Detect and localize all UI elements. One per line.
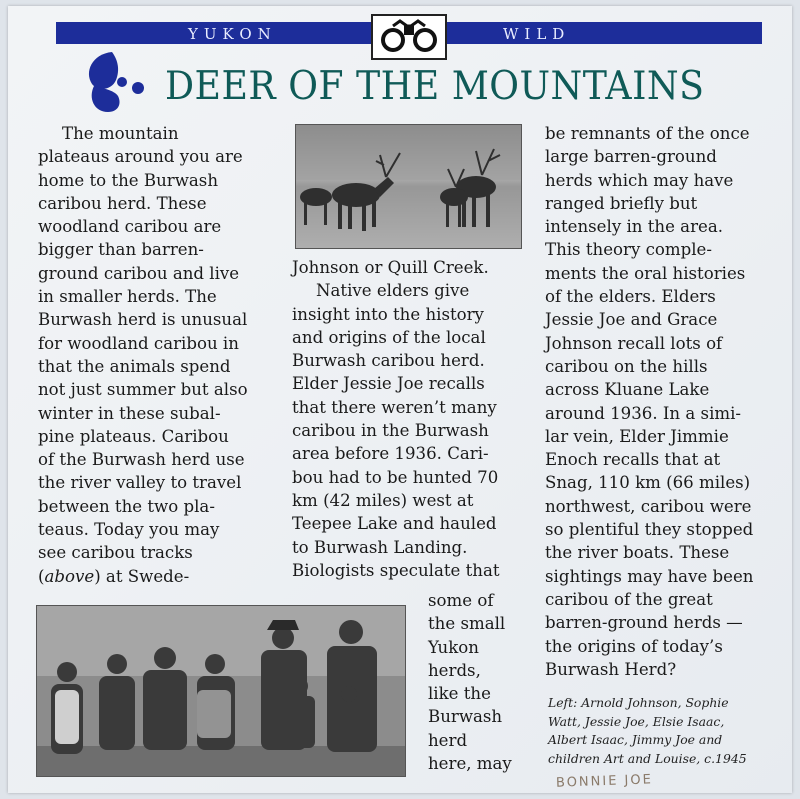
- text-line: of the elders. Elders: [545, 287, 716, 307]
- text-line: caribou on the hills: [545, 356, 708, 376]
- text-line: for woodland caribou in: [38, 333, 239, 353]
- text-line: Jessie Joe and Grace: [545, 310, 718, 330]
- text-column-1: [38, 122, 248, 588]
- text-line: winter in these subal-: [38, 403, 221, 423]
- text-line: intensely in the area.: [545, 217, 723, 237]
- caribou-photo: [295, 124, 522, 249]
- text-line: ground caribou and live: [38, 263, 240, 283]
- text-line: plateaus around you are: [38, 147, 243, 167]
- text-line: Yukon: [428, 637, 479, 657]
- text-line: area before 1936. Cari-: [292, 444, 489, 464]
- text-line: across Kluane Lake: [545, 380, 710, 400]
- text-line: caribou in the Burwash: [292, 421, 489, 441]
- text-line: like the: [428, 684, 491, 704]
- text-line: not just summer but also: [38, 380, 248, 400]
- text-line: This theory comple-: [545, 240, 712, 260]
- text-line: the river valley to travel: [38, 473, 242, 493]
- hoof-print-logo: [78, 46, 160, 120]
- text-line: Teepee Lake and hauled: [292, 514, 497, 534]
- text-line: in smaller herds. The: [38, 287, 217, 307]
- text-line: herds which may have: [545, 170, 734, 190]
- header-word-wild: WILD: [503, 25, 571, 43]
- elders-group-photo: [36, 605, 406, 777]
- text-line: around 1936. In a simi-: [545, 403, 742, 423]
- text-line: Enoch recalls that at: [545, 450, 721, 470]
- line-tail: ) at Swede-: [94, 566, 190, 586]
- text-column-2-narrow: [428, 589, 512, 775]
- text-line: and origins of the local: [292, 327, 486, 347]
- text-line: be remnants of the once: [545, 124, 750, 143]
- text-line-last: [38, 565, 248, 588]
- text-line: teaus. Today you may: [38, 520, 220, 540]
- text-line: woodland caribou are: [38, 217, 222, 237]
- page-title: DEER OF THE MOUNTAINS: [165, 64, 705, 109]
- text-line: the river boats. These: [545, 543, 730, 563]
- text-line: home to the Burwash: [38, 170, 219, 190]
- caption-line: Watt, Jessie Joe, Elsie Isaac,: [548, 713, 725, 729]
- text-line: some of: [428, 591, 494, 610]
- text-line: the small: [428, 614, 506, 634]
- text-line: the origins of today’s: [545, 636, 723, 656]
- interpretive-sign: [8, 6, 792, 793]
- text-line: between the two pla-: [38, 496, 215, 516]
- text-line: Burwash caribou herd.: [292, 351, 485, 371]
- caption-line: Albert Isaac, Jimmy Joe and: [548, 732, 723, 747]
- text-line: The mountain: [62, 124, 179, 143]
- text-line: here, may: [428, 754, 512, 774]
- text-line: Snag, 110 km (66 miles): [545, 473, 751, 493]
- text-line: Johnson or Quill Creek.: [292, 258, 489, 277]
- text-line: bou had to be hunted 70: [292, 467, 499, 487]
- text-line: large barren-ground: [545, 147, 717, 167]
- text-column-2: [292, 256, 500, 582]
- text-line: km (42 miles) west at: [292, 490, 474, 510]
- text-line: caribou herd. These: [38, 193, 207, 213]
- text-line: see caribou tracks: [38, 543, 193, 563]
- text-line: herds,: [428, 660, 481, 680]
- text-line: of the Burwash herd use: [38, 450, 245, 470]
- handwritten-signature: BONNIE JOE: [555, 772, 654, 791]
- text-line: Johnson recall lots of: [545, 333, 723, 353]
- text-line: pine plateaus. Caribou: [38, 426, 229, 446]
- binoculars-icon: [371, 14, 447, 60]
- text-line: Native elders give: [316, 281, 470, 301]
- header-word-yukon: YUKON: [188, 25, 277, 43]
- text-line: sightings may have been: [545, 566, 754, 586]
- text-line: northwest, caribou were: [545, 496, 752, 516]
- caption-line: Left: Arnold Johnson, Sophie: [548, 695, 729, 710]
- text-line: barren-ground herds —: [545, 613, 743, 633]
- text-line: so plentiful they stopped: [545, 520, 754, 540]
- text-line: ranged briefly but: [545, 193, 698, 213]
- text-line: to Burwash Landing.: [292, 537, 468, 557]
- text-line: ments the oral histories: [545, 263, 746, 283]
- text-line: Biologists speculate that: [292, 560, 500, 580]
- photo-caption: [548, 694, 747, 768]
- text-line: Burwash herd is unusual: [38, 310, 248, 330]
- text-line: Burwash Herd?: [545, 659, 677, 679]
- paren-open: (: [38, 566, 45, 586]
- text-line: caribou of the great: [545, 589, 713, 609]
- text-column-3: [545, 122, 753, 681]
- text-line: herd: [428, 730, 468, 750]
- text-line: bigger than barren-: [38, 240, 204, 260]
- text-line: Burwash: [428, 707, 503, 727]
- italic-word: above: [44, 566, 95, 586]
- text-line: insight into the history: [292, 304, 484, 324]
- caption-line: children Art and Louise, c.1945: [548, 750, 747, 766]
- text-line: Elder Jessie Joe recalls: [292, 374, 485, 394]
- text-line: that there weren’t many: [292, 397, 497, 417]
- text-line: that the animals spend: [38, 356, 231, 376]
- text-line: lar vein, Elder Jimmie: [545, 426, 729, 446]
